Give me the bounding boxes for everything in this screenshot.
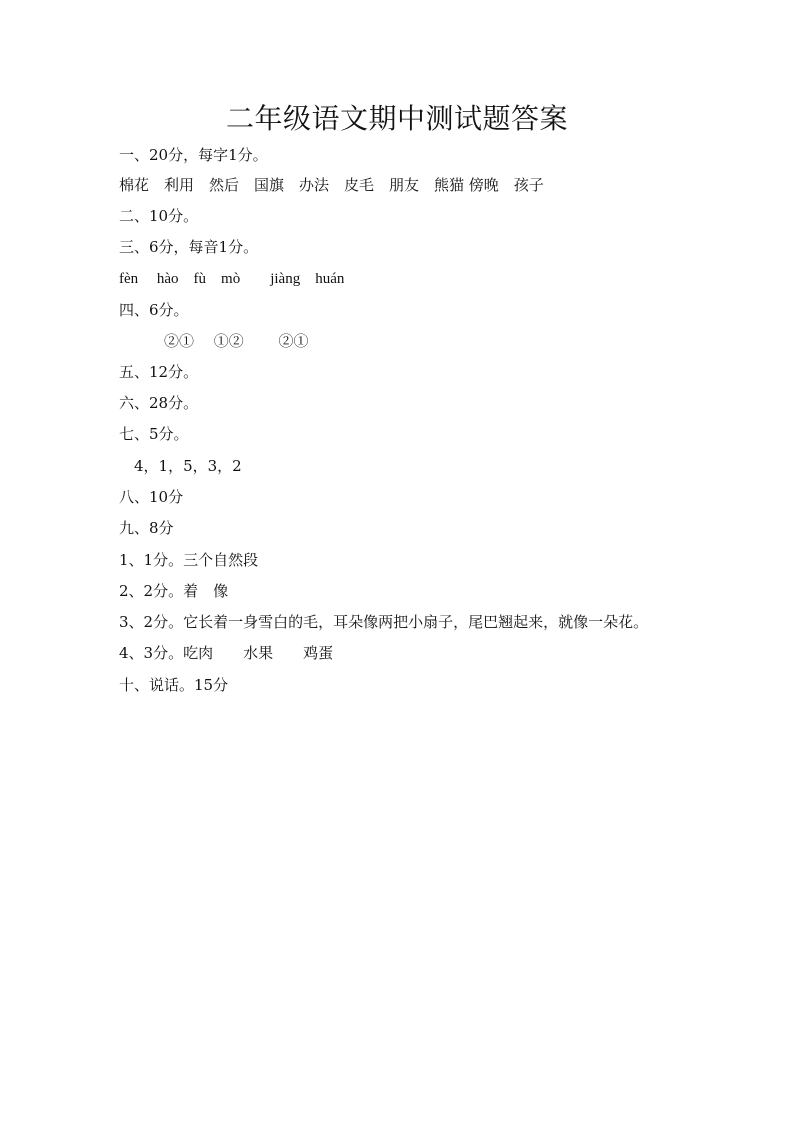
answer-line-words: 棉花 利用 然后 国旗 办法 皮毛 朋友 熊猫 傍晚 孩子 xyxy=(119,176,544,194)
answer-line-sequence: 4，1，5，3，2 xyxy=(119,457,242,475)
answer-subitem-4: 4、3分。吃肉 水果 鸡蛋 xyxy=(119,644,334,662)
answer-line-9: 九、8分 xyxy=(119,519,174,537)
answer-line-1: 一、20分，每字1分。 xyxy=(119,146,268,164)
answer-line-7: 七、5分。 xyxy=(119,425,189,443)
answer-line-10: 十、说话。15分 xyxy=(119,676,229,694)
answer-line-8: 八、10分 xyxy=(119,488,184,506)
answer-subitem-2: 2、2分。着 像 xyxy=(119,582,229,600)
answer-subitem-1: 1、1分。三个自然段 xyxy=(119,551,259,569)
answer-line-order: ②① ①② ②① xyxy=(119,332,309,350)
page-title: 二年级语文期中测试题答案 xyxy=(225,102,568,135)
answer-line-4: 四、6分。 xyxy=(119,301,189,319)
answer-line-5: 五、12分。 xyxy=(119,363,199,381)
answer-line-6: 六、28分。 xyxy=(119,394,199,412)
answer-line-pinyin: fèn hào fù mò jiàng huán xyxy=(119,271,345,287)
answer-line-2: 二、10分。 xyxy=(119,207,199,225)
answer-subitem-3: 3、2分。它长着一身雪白的毛，耳朵像两把小扇子，尾巴翘起来，就像一朵花。 xyxy=(119,613,649,631)
answer-line-3: 三、6分，每音1分。 xyxy=(119,238,259,256)
